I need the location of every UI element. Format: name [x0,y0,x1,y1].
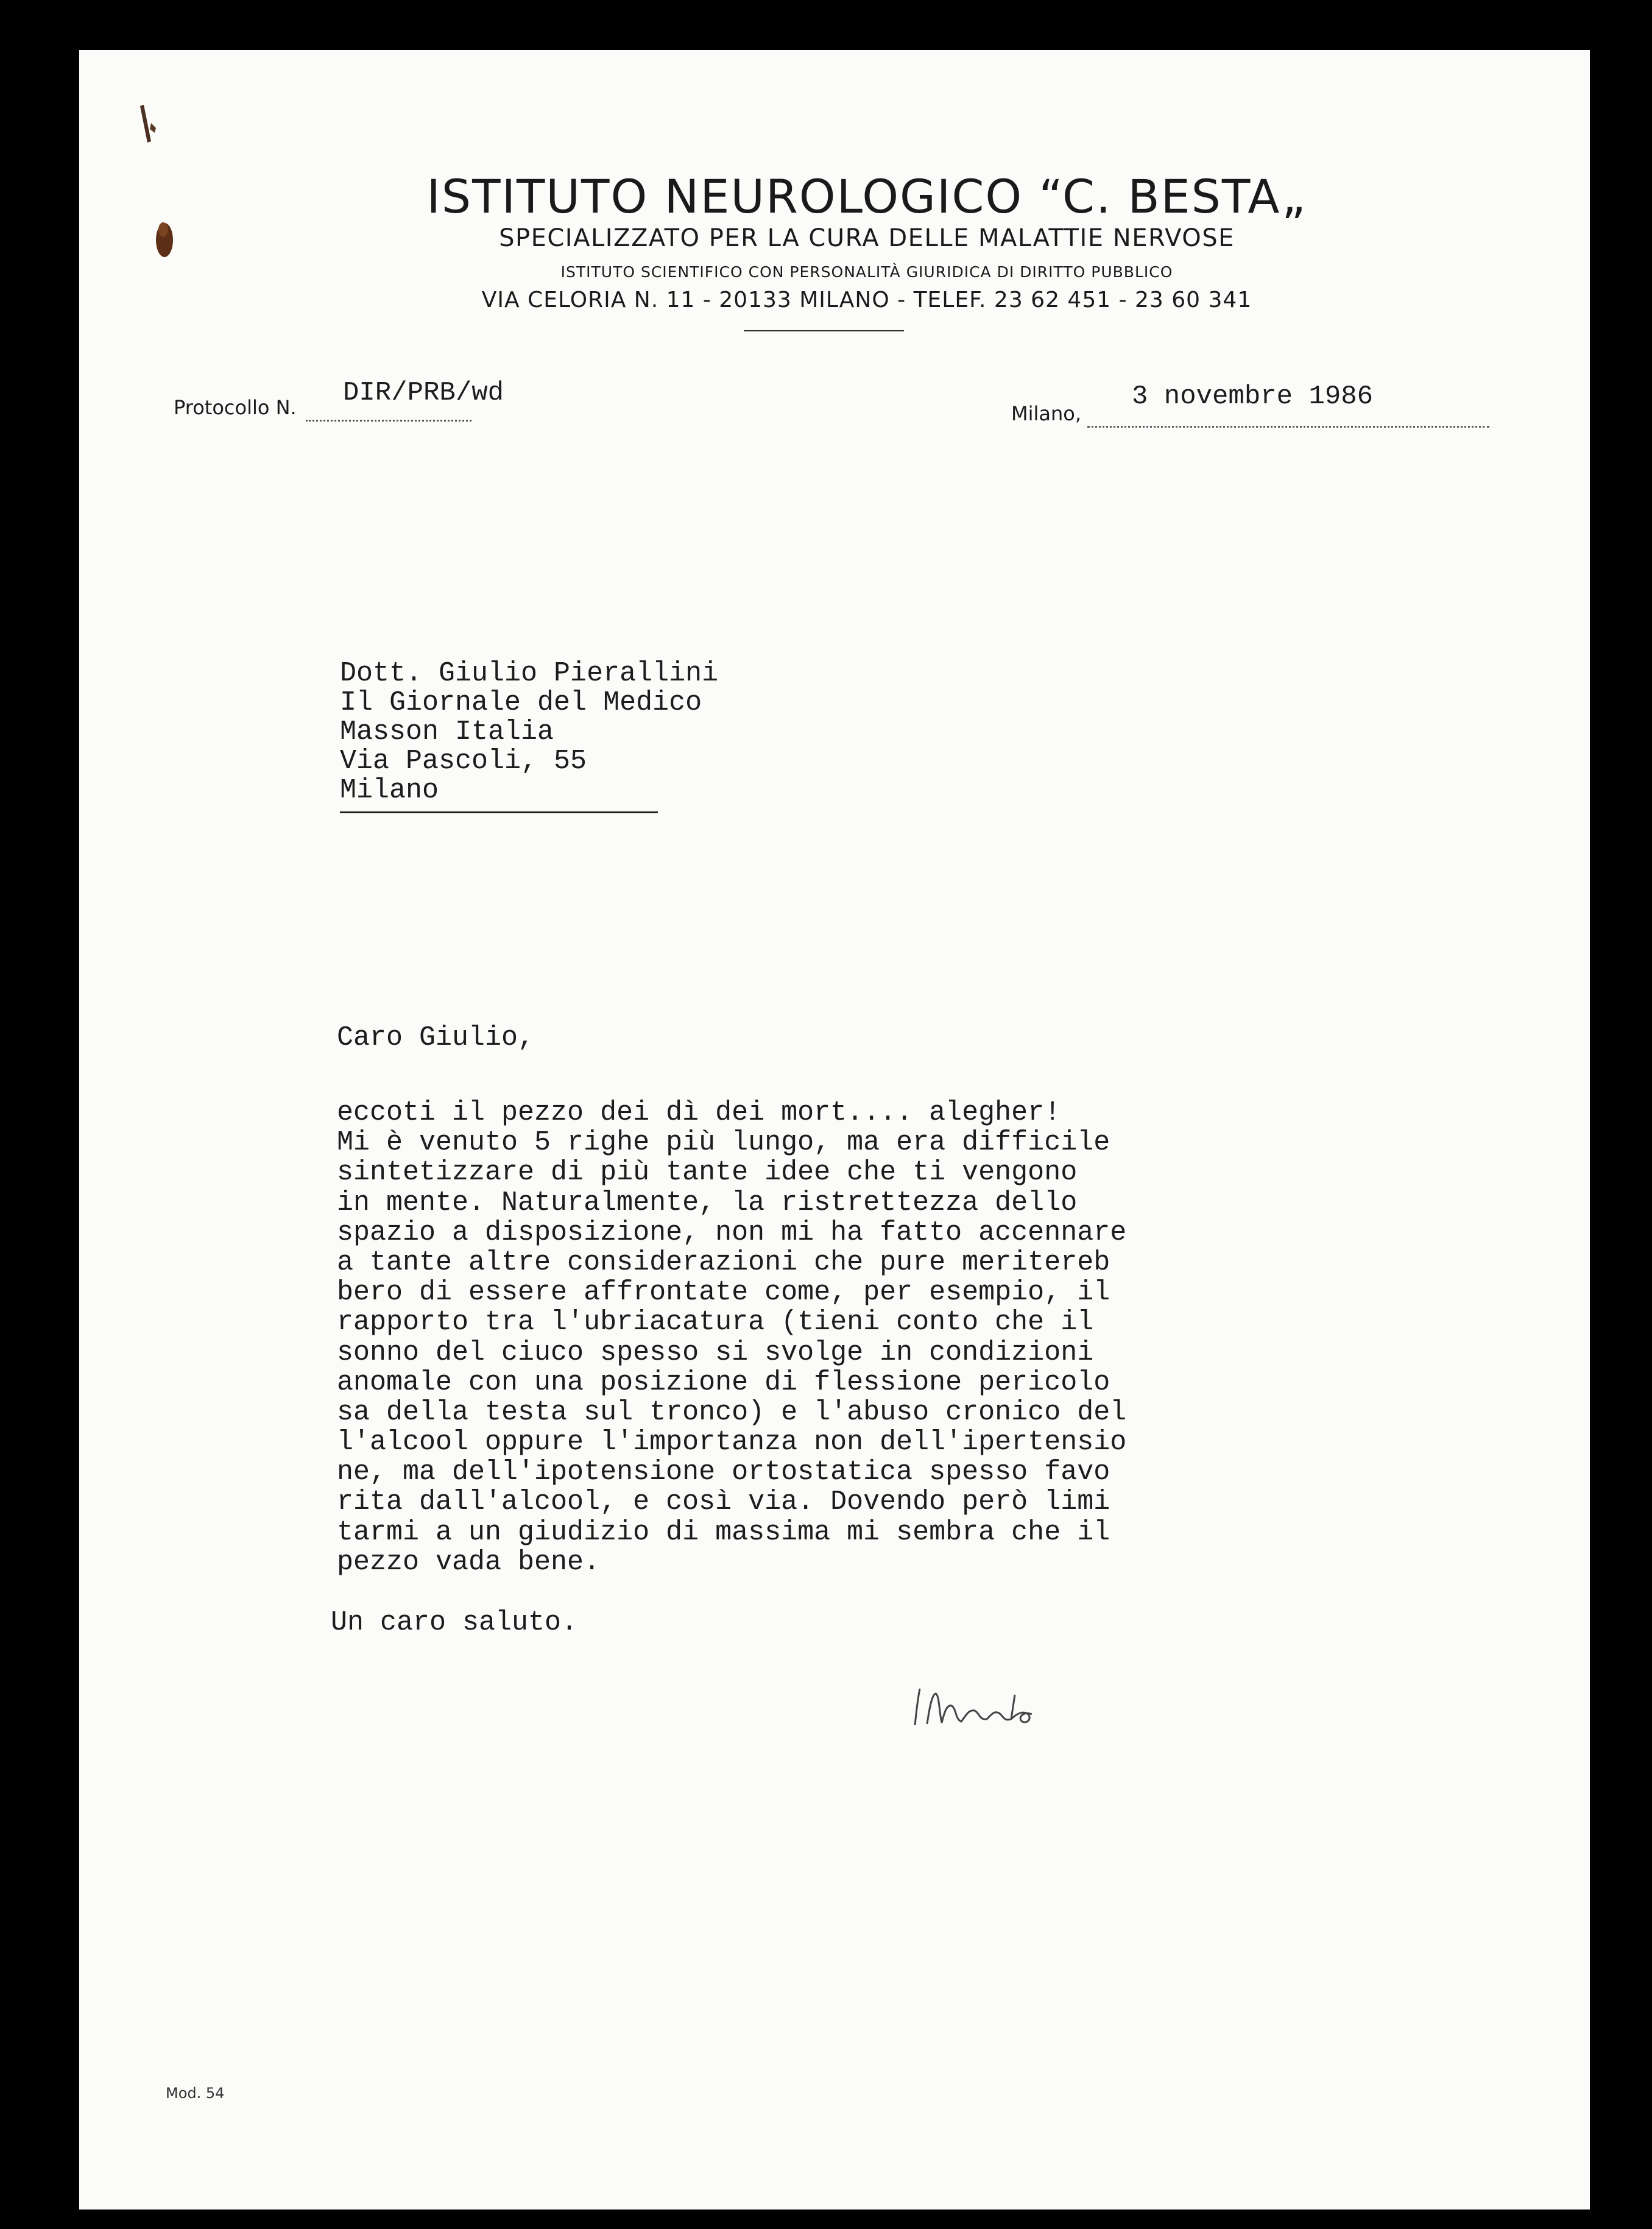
body-line: rapporto tra l'ubriacatura (tieni conto che il [337,1307,1094,1338]
body-line: ne, ma dell'ipotensione ortostatica spesso favo [337,1457,1110,1488]
paper-stain-mark [133,99,188,257]
body-line: anomale con una posizione di flessione pericolo [337,1366,1110,1398]
closing-salutation: Un caro saluto. [331,1607,578,1638]
protocol-dotted-line [306,420,471,422]
body-line: sintetizzare di più tante idee che ti vengono [337,1157,1078,1189]
body-line: sa della testa sul tronco) e l'abuso cronico del [337,1396,1127,1428]
body-line: spazio a disposizione, non mi ha fatto accennare [337,1217,1127,1248]
protocol-label: Protocollo N. [174,396,297,419]
institute-address: VIA CELORIA N. 11 - 20133 MILANO - TELEF. 23 62 451 - 23 60 341 [481,288,1252,313]
letter-body [337,1098,1126,1577]
body-line: Mi è venuto 5 righe più lungo, ma era difficile [337,1127,1110,1159]
recipient-line: Dott. Giulio Pierallini [340,658,719,689]
body-line: sonno del ciuco spesso si svolge in condizioni [337,1337,1094,1368]
address-underline [340,811,658,813]
recipient-line: Il Giornale del Medico [340,687,702,718]
date-dotted-line [1087,426,1489,428]
body-line: eccoti il pezzo dei dì dei mort.... alegher! [337,1097,1061,1128]
recipient-line: Masson Italia [340,716,554,747]
body-line: l'alcool oppure l'importanza non dell'ipertensio [337,1427,1127,1458]
body-line: bero di essere affrontate come, per esempio, il [337,1277,1110,1309]
institute-name: ISTITUTO NEUROLOGICO “C. BESTA„ [426,169,1307,224]
greeting: Caro Giulio, [337,1022,535,1053]
body-line: in mente. Naturalmente, la ristrettezza dello [337,1187,1078,1218]
letterhead-divider [744,330,904,331]
letter-page [79,50,1590,2210]
recipient-address [340,659,718,805]
body-line: tarmi a un giudizio di massima mi sembra che il [337,1516,1110,1548]
body-line: a tante altre considerazioni che pure meritereb [337,1246,1110,1278]
protocol-number: DIR/PRB/wd [343,378,504,408]
recipient-line: Via Pascoli, 55 [340,746,587,777]
letter-date: 3 novembre 1986 [1132,381,1374,412]
body-line: rita dall'alcool, e così via. Dovendo però limi [337,1486,1110,1518]
body-line: pezzo vada bene. [337,1546,601,1578]
date-label: Milano, [1011,402,1082,425]
institute-specialization: SPECIALIZZATO PER LA CURA DELLE MALATTIE NERVOSE [499,224,1235,252]
institute-legal-status: ISTITUTO SCIENTIFICO CON PERSONALITÀ GIURIDICA DI DIRITTO PUBBLICO [560,263,1173,281]
form-code: Mod. 54 [166,2085,225,2102]
handwritten-signature [908,1670,1090,1743]
recipient-line: Milano [340,775,439,806]
